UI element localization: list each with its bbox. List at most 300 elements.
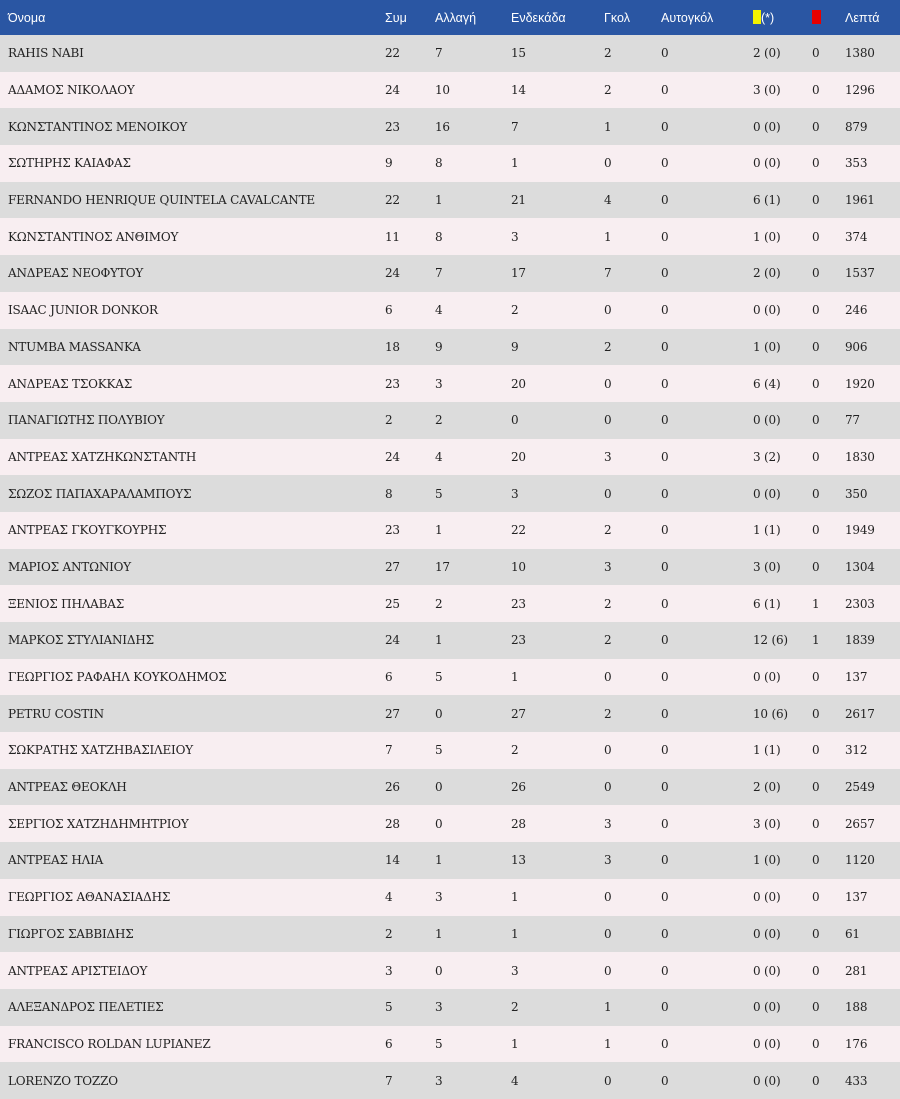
- cell-name[interactable]: FERNANDO HENRIQUE QUINTELA CAVALCANTE: [8, 193, 315, 208]
- cell-name[interactable]: PETRU COSTIN: [8, 706, 104, 721]
- cell-minutes: 1830: [845, 449, 875, 464]
- table-row: [0, 952, 900, 989]
- cell-name[interactable]: ΑΛΕΞΑΝΔΡΟΣ ΠΕΛΕΤΙΕΣ: [8, 1000, 164, 1015]
- cell-name[interactable]: ΑΝΤΡΕΑΣ ΑΡΙΣΤΕΙΔΟΥ: [8, 963, 148, 978]
- cell-yellow-cards: 0 (0): [753, 119, 781, 134]
- cell-yellow-cards: 0 (0): [753, 890, 781, 905]
- table-row: [0, 72, 900, 109]
- cell-name[interactable]: ΚΩΝΣΤΑΝΤΙΝΟΣ ΜΕΝΟΙΚΟΥ: [8, 119, 188, 134]
- cell-sub: 5: [435, 743, 443, 758]
- cell-minutes: 281: [845, 963, 868, 978]
- cell-starts: 2: [511, 743, 519, 758]
- cell-goals: 1: [604, 119, 612, 134]
- cell-yellow-cards: 0 (0): [753, 303, 781, 318]
- cell-minutes: 1304: [845, 559, 875, 574]
- cell-sub: 0: [435, 963, 443, 978]
- cell-starts: 22: [511, 523, 526, 538]
- cell-minutes: 1920: [845, 376, 875, 391]
- cell-name[interactable]: ΑΝΔΡΕΑΣ ΝΕΟΦΥΤΟΥ: [8, 266, 144, 281]
- cell-red-cards: 0: [812, 926, 820, 941]
- cell-starts: 27: [511, 706, 526, 721]
- cell-sub: 1: [435, 523, 443, 538]
- cell-minutes: 1296: [845, 83, 875, 98]
- cell-goals: 7: [604, 266, 612, 281]
- cell-starts: 0: [511, 413, 519, 428]
- cell-starts: 13: [511, 853, 526, 868]
- cell-sub: 3: [435, 1073, 443, 1088]
- cell-starts: 10: [511, 559, 526, 574]
- table-row: [0, 292, 900, 329]
- cell-sub: 4: [435, 303, 443, 318]
- cell-starts: 26: [511, 780, 526, 795]
- cell-sub: 0: [435, 706, 443, 721]
- cell-red-cards: 0: [812, 46, 820, 61]
- cell-apps: 27: [385, 706, 400, 721]
- cell-minutes: 2549: [845, 780, 875, 795]
- cell-name[interactable]: ΑΝΤΡΕΑΣ ΗΛΙΑ: [8, 853, 104, 868]
- cell-red-cards: 0: [812, 1073, 820, 1088]
- cell-starts: 1: [511, 926, 519, 941]
- cell-own-goals: 0: [661, 633, 669, 648]
- cell-red-cards: 0: [812, 1036, 820, 1051]
- cell-own-goals: 0: [661, 780, 669, 795]
- cell-own-goals: 0: [661, 1073, 669, 1088]
- table-row: [0, 659, 900, 696]
- cell-apps: 11: [385, 229, 400, 244]
- cell-yellow-cards: 2 (0): [753, 46, 781, 61]
- table-row: [0, 622, 900, 659]
- cell-yellow-cards: 6 (1): [753, 596, 781, 611]
- cell-goals: 2: [604, 633, 612, 648]
- cell-yellow-cards: 2 (0): [753, 780, 781, 795]
- cell-apps: 7: [385, 1073, 393, 1088]
- cell-own-goals: 0: [661, 303, 669, 318]
- cell-goals: 3: [604, 449, 612, 464]
- cell-yellow-cards: 1 (1): [753, 743, 781, 758]
- cell-sub: 16: [435, 119, 450, 134]
- cell-starts: 4: [511, 1073, 519, 1088]
- cell-sub: 8: [435, 229, 443, 244]
- cell-sub: 5: [435, 670, 443, 685]
- cell-goals: 2: [604, 523, 612, 538]
- cell-apps: 6: [385, 670, 393, 685]
- cell-minutes: 77: [845, 413, 860, 428]
- table-row: [0, 695, 900, 732]
- table-row: [0, 916, 900, 953]
- cell-name[interactable]: ΓΕΩΡΓΙΟΣ ΑΘΑΝΑΣΙΑΔΗΣ: [8, 890, 171, 905]
- cell-apps: 5: [385, 1000, 393, 1015]
- cell-yellow-cards: 0 (0): [753, 670, 781, 685]
- cell-starts: 3: [511, 963, 519, 978]
- cell-starts: 20: [511, 449, 526, 464]
- cell-sub: 3: [435, 890, 443, 905]
- cell-red-cards: 0: [812, 339, 820, 354]
- cell-own-goals: 0: [661, 1036, 669, 1051]
- cell-own-goals: 0: [661, 963, 669, 978]
- cell-minutes: 1380: [845, 46, 875, 61]
- cell-goals: 2: [604, 596, 612, 611]
- cell-name[interactable]: ΣΕΡΓΙΟΣ ΧΑΤΖΗΔΗΜΗΤΡΙΟΥ: [8, 816, 189, 831]
- cell-name[interactable]: ΑΝΤΡΕΑΣ ΓΚΟΥΓΚΟΥΡΗΣ: [8, 523, 167, 538]
- cell-minutes: 137: [845, 890, 868, 905]
- table-body: [0, 35, 900, 1099]
- cell-minutes: 1537: [845, 266, 875, 281]
- cell-starts: 20: [511, 376, 526, 391]
- cell-starts: 14: [511, 83, 526, 98]
- cell-sub: 4: [435, 449, 443, 464]
- cell-sub: 5: [435, 486, 443, 501]
- table-row: [0, 989, 900, 1026]
- header-starts[interactable]: Ενδεκάδα: [511, 10, 566, 25]
- cell-apps: 22: [385, 193, 400, 208]
- cell-name[interactable]: ΜΑΡΚΟΣ ΣΤΥΛΙΑΝΙΔΗΣ: [8, 633, 154, 648]
- cell-red-cards: 0: [812, 266, 820, 281]
- cell-apps: 22: [385, 46, 400, 61]
- cell-red-cards: 0: [812, 559, 820, 574]
- cell-minutes: 433: [845, 1073, 868, 1088]
- cell-minutes: 1839: [845, 633, 875, 648]
- cell-own-goals: 0: [661, 853, 669, 868]
- cell-apps: 24: [385, 266, 400, 281]
- cell-yellow-cards: 6 (1): [753, 193, 781, 208]
- cell-apps: 26: [385, 780, 400, 795]
- table-row: [0, 879, 900, 916]
- table-row: [0, 402, 900, 439]
- cell-sub: 9: [435, 339, 443, 354]
- cell-yellow-cards: 3 (0): [753, 559, 781, 574]
- cell-yellow-cards: 0 (0): [753, 1000, 781, 1015]
- cell-minutes: 1120: [845, 853, 875, 868]
- cell-own-goals: 0: [661, 890, 669, 905]
- cell-minutes: 350: [845, 486, 868, 501]
- cell-own-goals: 0: [661, 229, 669, 244]
- cell-sub: 1: [435, 193, 443, 208]
- cell-starts: 21: [511, 193, 526, 208]
- cell-own-goals: 0: [661, 266, 669, 281]
- cell-red-cards: 0: [812, 83, 820, 98]
- cell-goals: 2: [604, 83, 612, 98]
- cell-sub: 17: [435, 559, 450, 574]
- header-goals[interactable]: Γκολ: [604, 10, 630, 25]
- cell-starts: 15: [511, 46, 526, 61]
- table-row: [0, 475, 900, 512]
- cell-sub: 1: [435, 633, 443, 648]
- cell-name[interactable]: NTUMBA MASSANKA: [8, 339, 141, 354]
- cell-goals: 0: [604, 670, 612, 685]
- cell-yellow-cards: 1 (0): [753, 339, 781, 354]
- cell-own-goals: 0: [661, 523, 669, 538]
- cell-sub: 1: [435, 853, 443, 868]
- cell-starts: 23: [511, 633, 526, 648]
- yellow-card-icon: [753, 10, 761, 24]
- cell-apps: 8: [385, 486, 393, 501]
- cell-red-cards: 0: [812, 706, 820, 721]
- table-row: [0, 842, 900, 879]
- cell-apps: 2: [385, 926, 393, 941]
- cell-name[interactable]: ΓΙΩΡΓΟΣ ΣΑΒΒΙΔΗΣ: [8, 926, 134, 941]
- cell-yellow-cards: 1 (0): [753, 853, 781, 868]
- cell-own-goals: 0: [661, 83, 669, 98]
- table-row: [0, 182, 900, 219]
- cell-yellow-cards: 0 (0): [753, 413, 781, 428]
- cell-apps: 23: [385, 376, 400, 391]
- cell-apps: 6: [385, 1036, 393, 1051]
- cell-goals: 1: [604, 1000, 612, 1015]
- cell-name[interactable]: ISAAC JUNIOR DONKOR: [8, 303, 158, 318]
- cell-sub: 2: [435, 596, 443, 611]
- cell-name[interactable]: ΜΑΡΙΟΣ ΑΝΤΩΝΙΟΥ: [8, 559, 132, 574]
- cell-minutes: 61: [845, 926, 860, 941]
- header-apps[interactable]: Συμ: [385, 10, 407, 25]
- header-yellow-cards[interactable]: [753, 0, 812, 35]
- cell-red-cards: 0: [812, 193, 820, 208]
- cell-starts: 1: [511, 1036, 519, 1051]
- cell-yellow-cards: 3 (0): [753, 816, 781, 831]
- cell-name[interactable]: ΠΑΝΑΓΙΩΤΗΣ ΠΟΛΥΒΙΟΥ: [8, 413, 165, 428]
- table-header-row: [0, 0, 900, 35]
- cell-goals: 0: [604, 926, 612, 941]
- cell-starts: 2: [511, 303, 519, 318]
- cell-minutes: 906: [845, 339, 868, 354]
- cell-minutes: 879: [845, 119, 868, 134]
- table-row: [0, 549, 900, 586]
- cell-own-goals: 0: [661, 46, 669, 61]
- cell-goals: 2: [604, 339, 612, 354]
- table-row: [0, 512, 900, 549]
- cell-minutes: 137: [845, 670, 868, 685]
- cell-sub: 0: [435, 816, 443, 831]
- cell-goals: 0: [604, 303, 612, 318]
- cell-own-goals: 0: [661, 743, 669, 758]
- header-minutes[interactable]: Λεπτά: [845, 10, 880, 25]
- table-row: [0, 329, 900, 366]
- cell-name[interactable]: FRANCISCO ROLDAN LUPIANEZ: [8, 1036, 211, 1051]
- cell-own-goals: 0: [661, 449, 669, 464]
- cell-red-cards: 0: [812, 486, 820, 501]
- cell-yellow-cards: 0 (0): [753, 926, 781, 941]
- cell-apps: 14: [385, 853, 400, 868]
- cell-name[interactable]: LORENZO TOZZO: [8, 1073, 118, 1088]
- cell-apps: 4: [385, 890, 393, 905]
- cell-red-cards: 1: [812, 633, 820, 648]
- cell-yellow-cards: 0 (0): [753, 1073, 781, 1088]
- cell-minutes: 1949: [845, 523, 875, 538]
- cell-apps: 28: [385, 816, 400, 831]
- cell-minutes: 374: [845, 229, 868, 244]
- cell-goals: 0: [604, 743, 612, 758]
- cell-goals: 0: [604, 780, 612, 795]
- cell-minutes: 312: [845, 743, 868, 758]
- cell-goals: 3: [604, 853, 612, 868]
- cell-goals: 3: [604, 559, 612, 574]
- cell-apps: 24: [385, 633, 400, 648]
- cell-starts: 2: [511, 1000, 519, 1015]
- table-row: [0, 585, 900, 622]
- cell-starts: 1: [511, 156, 519, 171]
- cell-apps: 18: [385, 339, 400, 354]
- cell-red-cards: 0: [812, 376, 820, 391]
- cell-name[interactable]: ΞΕΝΙΟΣ ΠΗΛΑΒΑΣ: [8, 596, 125, 611]
- table-row: [0, 769, 900, 806]
- cell-sub: 8: [435, 156, 443, 171]
- cell-name[interactable]: ΚΩΝΣΤΑΝΤΙΝΟΣ ΑΝΘΙΜΟΥ: [8, 229, 179, 244]
- cell-sub: 5: [435, 1036, 443, 1051]
- cell-red-cards: 0: [812, 743, 820, 758]
- cell-starts: 23: [511, 596, 526, 611]
- cell-apps: 27: [385, 559, 400, 574]
- cell-yellow-cards: 0 (0): [753, 156, 781, 171]
- cell-own-goals: 0: [661, 413, 669, 428]
- cell-red-cards: 0: [812, 853, 820, 868]
- header-sub[interactable]: Αλλαγή: [435, 10, 477, 25]
- cell-sub: 10: [435, 83, 450, 98]
- cell-goals: 1: [604, 1036, 612, 1051]
- cell-goals: 0: [604, 486, 612, 501]
- cell-minutes: 353: [845, 156, 868, 171]
- cell-sub: 3: [435, 1000, 443, 1015]
- cell-minutes: 2303: [845, 596, 875, 611]
- cell-own-goals: 0: [661, 156, 669, 171]
- cell-sub: 7: [435, 46, 443, 61]
- cell-goals: 0: [604, 963, 612, 978]
- cell-red-cards: 0: [812, 156, 820, 171]
- table-row: [0, 108, 900, 145]
- cell-name[interactable]: ΑΝΤΡΕΑΣ ΧΑΤΖΗΚΩΝΣΤΑΝΤΗ: [8, 449, 197, 464]
- table-row: [0, 35, 900, 72]
- cell-yellow-cards: 12 (6): [753, 633, 788, 648]
- cell-starts: 3: [511, 486, 519, 501]
- cell-own-goals: 0: [661, 706, 669, 721]
- cell-red-cards: 0: [812, 1000, 820, 1015]
- cell-sub: 1: [435, 926, 443, 941]
- cell-apps: 23: [385, 523, 400, 538]
- table-row: [0, 255, 900, 292]
- cell-own-goals: 0: [661, 193, 669, 208]
- header-red-cards[interactable]: [812, 0, 845, 35]
- cell-sub: 2: [435, 413, 443, 428]
- cell-red-cards: 0: [812, 780, 820, 795]
- cell-red-cards: 0: [812, 963, 820, 978]
- cell-name[interactable]: ΣΩΚΡΑΤΗΣ ΧΑΤΖΗΒΑΣΙΛΕΙΟΥ: [8, 743, 193, 758]
- cell-own-goals: 0: [661, 376, 669, 391]
- cell-minutes: 246: [845, 303, 868, 318]
- cell-goals: 2: [604, 46, 612, 61]
- cell-minutes: 2617: [845, 706, 875, 721]
- cell-own-goals: 0: [661, 559, 669, 574]
- cell-starts: 1: [511, 890, 519, 905]
- cell-red-cards: 0: [812, 890, 820, 905]
- cell-name[interactable]: ΑΔΑΜΟΣ ΝΙΚΟΛΑΟΥ: [8, 83, 135, 98]
- cell-own-goals: 0: [661, 119, 669, 134]
- cell-name[interactable]: ΑΝΤΡΕΑΣ ΘΕΟΚΛΗ: [8, 780, 127, 795]
- cell-red-cards: 0: [812, 119, 820, 134]
- cell-apps: 24: [385, 449, 400, 464]
- cell-name[interactable]: ΓΕΩΡΓΙΟΣ ΡΑΦΑΗΛ ΚΟΥΚΟΔΗΜΟΣ: [8, 670, 227, 685]
- cell-goals: 4: [604, 193, 612, 208]
- cell-name[interactable]: ΑΝΔΡΕΑΣ ΤΣΟΚΚΑΣ: [8, 376, 133, 391]
- cell-apps: 9: [385, 156, 393, 171]
- cell-apps: 7: [385, 743, 393, 758]
- cell-starts: 28: [511, 816, 526, 831]
- cell-goals: 0: [604, 890, 612, 905]
- cell-starts: 9: [511, 339, 519, 354]
- cell-name[interactable]: ΣΩΖΟΣ ΠΑΠΑΧΑΡΑΛΑΜΠΟΥΣ: [8, 486, 192, 501]
- table-row: [0, 218, 900, 255]
- cell-goals: 0: [604, 413, 612, 428]
- table-row: [0, 1062, 900, 1099]
- cell-sub: 7: [435, 266, 443, 281]
- cell-sub: 3: [435, 376, 443, 391]
- cell-goals: 0: [604, 376, 612, 391]
- cell-minutes: 2657: [845, 816, 875, 831]
- cell-goals: 3: [604, 816, 612, 831]
- cell-goals: 1: [604, 229, 612, 244]
- cell-yellow-cards: 1 (1): [753, 523, 781, 538]
- cell-own-goals: 0: [661, 816, 669, 831]
- cell-red-cards: 1: [812, 596, 820, 611]
- cell-red-cards: 0: [812, 229, 820, 244]
- cell-yellow-cards: 0 (0): [753, 963, 781, 978]
- table-row: [0, 1026, 900, 1063]
- cell-apps: 25: [385, 596, 400, 611]
- cell-goals: 0: [604, 1073, 612, 1088]
- cell-minutes: 188: [845, 1000, 868, 1015]
- cell-starts: 17: [511, 266, 526, 281]
- cell-red-cards: 0: [812, 670, 820, 685]
- cell-sub: 0: [435, 780, 443, 795]
- header-yellow-suffix: (*): [761, 11, 775, 25]
- cell-name[interactable]: ΣΩΤΗΡΗΣ ΚΑΙΑΦΑΣ: [8, 156, 131, 171]
- cell-apps: 6: [385, 303, 393, 318]
- cell-red-cards: 0: [812, 816, 820, 831]
- cell-name[interactable]: RAHIS NABI: [8, 46, 84, 61]
- cell-own-goals: 0: [661, 1000, 669, 1015]
- cell-yellow-cards: 0 (0): [753, 486, 781, 501]
- cell-starts: 3: [511, 229, 519, 244]
- cell-yellow-cards: 10 (6): [753, 706, 788, 721]
- cell-yellow-cards: 3 (2): [753, 449, 781, 464]
- cell-starts: 7: [511, 119, 519, 134]
- cell-yellow-cards: 2 (0): [753, 266, 781, 281]
- table-row: [0, 439, 900, 476]
- cell-starts: 1: [511, 670, 519, 685]
- table-row: [0, 145, 900, 182]
- table-row: [0, 732, 900, 769]
- red-card-icon: [812, 10, 821, 24]
- header-name[interactable]: Όνομα: [8, 10, 46, 25]
- cell-apps: 3: [385, 963, 393, 978]
- cell-red-cards: 0: [812, 449, 820, 464]
- cell-apps: 2: [385, 413, 393, 428]
- cell-yellow-cards: 6 (4): [753, 376, 781, 391]
- cell-yellow-cards: 3 (0): [753, 83, 781, 98]
- cell-goals: 0: [604, 156, 612, 171]
- cell-red-cards: 0: [812, 413, 820, 428]
- table-row: [0, 805, 900, 842]
- cell-own-goals: 0: [661, 596, 669, 611]
- cell-red-cards: 0: [812, 523, 820, 538]
- cell-goals: 2: [604, 706, 612, 721]
- cell-apps: 23: [385, 119, 400, 134]
- cell-yellow-cards: 0 (0): [753, 1036, 781, 1051]
- cell-apps: 24: [385, 83, 400, 98]
- cell-minutes: 1961: [845, 193, 875, 208]
- cell-own-goals: 0: [661, 486, 669, 501]
- header-own-goals[interactable]: Αυτογκόλ: [661, 10, 714, 25]
- cell-minutes: 176: [845, 1036, 868, 1051]
- cell-red-cards: 0: [812, 303, 820, 318]
- cell-own-goals: 0: [661, 926, 669, 941]
